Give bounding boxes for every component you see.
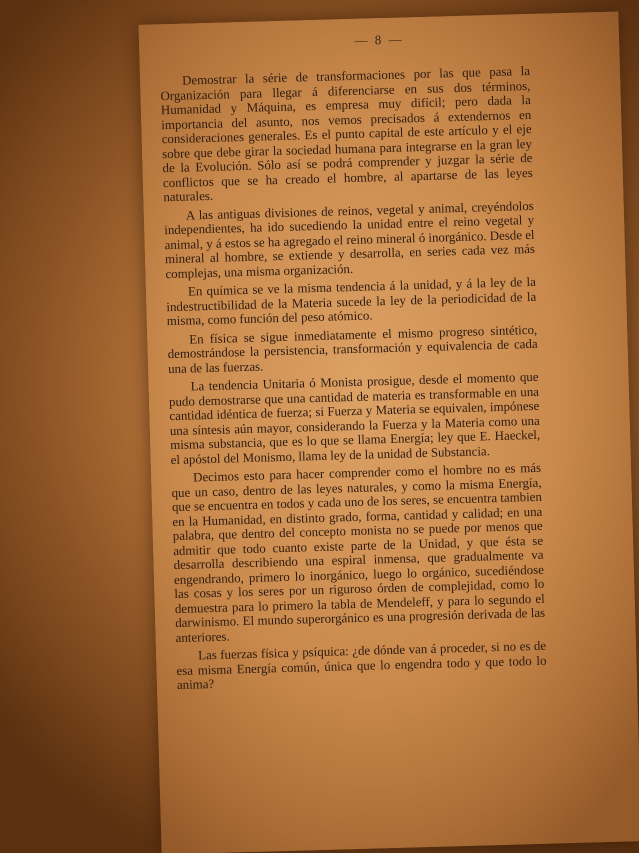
- paragraph-5: La tendencia Unitaria ó Monista prosigue, desde el momento que pudo demostrarse que una cantidad de materia es transformable en una cantidad idéntica de fuerza; si Fuerza y Materia se equivalen, impónese una síntesis aún mayor, considerando la Fuerza y la Materia como una misma substancia, que es lo que se llama Energía; ley que E. Haeckel, el apóstol del Monismo, llama ley de la unidad de Substancia.: [168, 369, 541, 467]
- paragraph-7: Las fuerzas física y psíquica: ¿de dónde van á proceder, si no es de esa misma Energía común, única que lo engendra todo y que todo lo anima?: [176, 638, 547, 693]
- paragraph-1: Demostrar la série de transformaciones por las que pasa la Organización para llegar á diferenciarse en sus dos términos, Humanidad y Máquina, es empresa muy difícil; pero dada la importancia del asunto, nos vemos precisados á extendernos en consideraciones generales. Es el punto capital de este artículo y el eje sobre que debe girar la sociedad humana para integrarse en la gran ley de la Evolución. Sólo así se podrá comprender y juzgar la série de conflictos que se ha creado el hombre, al apartarse de las leyes naturales.: [160, 63, 533, 205]
- body-text: [160, 64, 547, 697]
- paragraph-3: En química se ve la misma tendencia á la unidad, y á la ley de la indestructibilidad de la Materia sucede la ley de la periodicidad de la misma, como función del peso atómico.: [166, 274, 537, 329]
- paragraph-2: A las antiguas divisiones de reinos, vegetal y animal, creyéndolos independientes, ha ido sucediendo la unidad entre el reino vegetal y animal, y á estos se ha agregado el reino mineral ó inorgánico. Desde el mineral al hombre, se extiende y desarrolla, en series cada vez más complejas, una misma organización.: [164, 198, 536, 281]
- book-page: [139, 11, 639, 853]
- paragraph-6: Decimos esto para hacer comprender como el hombre no es más que un caso, dentro de las leyes naturales, y como la misma Energía, que se encuentra en todos y cada uno de los seres, se encuentra tambien en la Humanidad, en distinto grado, forma, cantidad y calidad; en una palabra, que dentro del concepto monista no se puede por menos que admitir que todo cuanto existe parte de la Unidad, y que ésta se desarrolla describiendo una espiral inmensa, que gradualmente va engendrando, primero lo inorgánico, luego lo orgánico, sucediéndose las cosas y los seres por un riguroso órden de complejidad, como lo demuestra para lo primero la tabla de Mendeleff, y para lo segundo el darwinismo. El mundo superorgánico es una progresión derivada de las anteriores.: [171, 460, 546, 645]
- paragraph-4: En física se sigue inmediatamente el mismo progreso sintético, demostrándose la persistencia, transformación y equivalencia de cada una de las fuerzas.: [167, 322, 538, 376]
- page-number: — 8 —: [354, 31, 404, 48]
